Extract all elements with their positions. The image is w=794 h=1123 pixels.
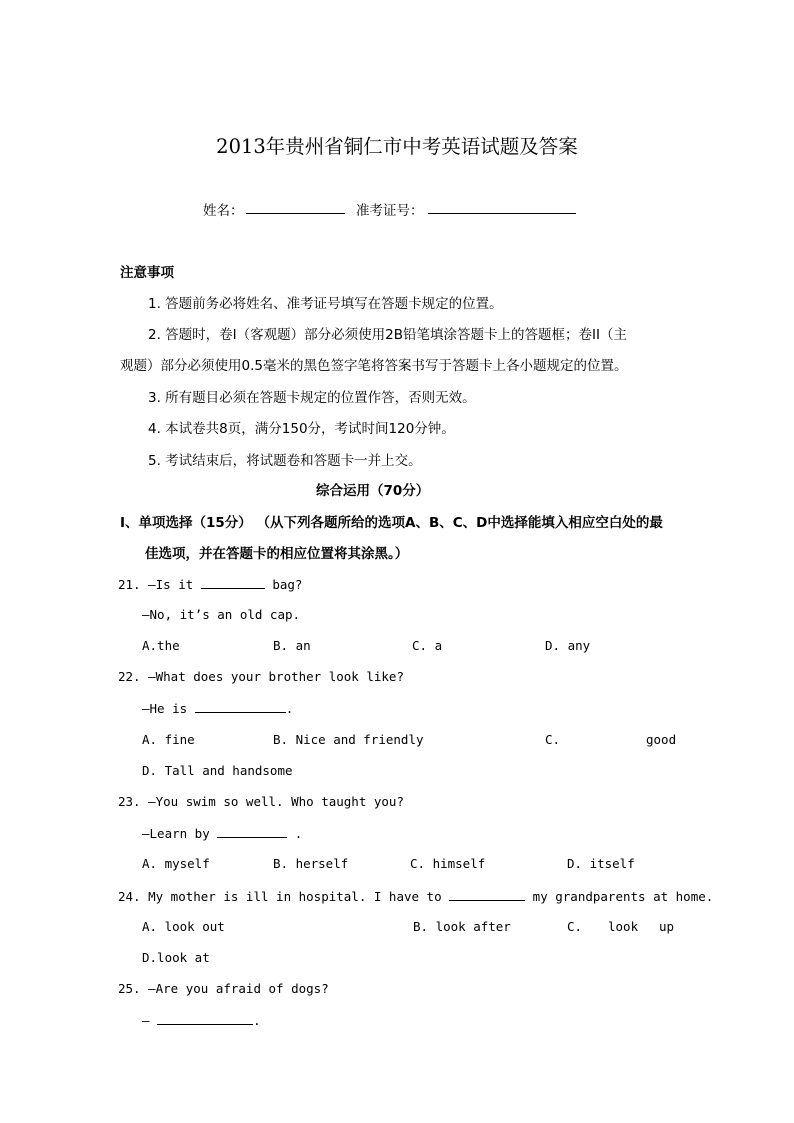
answer-blank xyxy=(195,700,286,713)
option: C. a xyxy=(412,638,443,653)
name-blank xyxy=(246,199,345,214)
option: B. Nice and friendly xyxy=(273,732,424,747)
question-stem: bag? xyxy=(272,577,303,592)
note-item: 4. 本试卷共8页，满分150分，考试时间120分钟。 xyxy=(148,421,455,437)
question-stem: . xyxy=(253,1013,261,1028)
question-reply xyxy=(142,700,293,716)
question-text: 22. —What does your brother look like? xyxy=(118,669,404,684)
option: C. xyxy=(567,919,583,934)
question-text: 23. —You swim so well. Who taught you? xyxy=(118,794,404,809)
question-stem: 21. —Is it xyxy=(118,577,194,592)
question-reply: —No, it’s an old cap. xyxy=(142,607,301,622)
id-label: 准考证号： xyxy=(356,203,424,219)
option: C. xyxy=(545,732,561,747)
question-stem: 24. My mother is ill in hospital. I have to xyxy=(118,889,442,904)
answer-blank xyxy=(201,576,265,589)
name-label: 姓名： xyxy=(203,203,244,219)
question-reply xyxy=(142,1012,261,1028)
option: B. herself xyxy=(273,856,349,871)
option: B. an xyxy=(273,638,311,653)
option: A. fine xyxy=(142,732,195,747)
question-stem: — xyxy=(142,1013,150,1028)
question-stem: —He is xyxy=(142,701,188,716)
question-stem: my grandparents at home. xyxy=(532,889,714,904)
note-item: 1. 答题前务必将姓名、准考证号填写在答题卡规定的位置。 xyxy=(148,296,503,312)
option: B. look after xyxy=(413,919,511,934)
id-blank xyxy=(428,199,576,214)
note-item: 5. 考试结束后，将试题卷和答题卡一并上交。 xyxy=(148,453,422,469)
question-text xyxy=(118,576,302,592)
part-heading: Ⅰ、单项选择（15分） （从下列各题所给的选项A、B、C、D中选择能填入相应空白处的最 xyxy=(120,515,663,531)
option: C. himself xyxy=(410,856,486,871)
answer-blank xyxy=(449,888,525,901)
notes-heading: 注意事项 xyxy=(120,265,174,281)
option: D.look at xyxy=(142,950,210,965)
question-stem: —Learn by xyxy=(142,826,210,841)
question-text xyxy=(118,888,713,904)
question-reply xyxy=(142,825,302,841)
answer-blank xyxy=(217,825,287,838)
question-stem: . xyxy=(294,826,303,841)
question-text: 25. —Are you afraid of dogs? xyxy=(118,981,329,996)
note-item: 3. 所有题目必须在答题卡规定的位置作答，否则无效。 xyxy=(148,390,476,406)
option: A. look out xyxy=(142,919,225,934)
note-item: 观题）部分必须使用0.5毫米的黑色签字笔将答案书写于答题卡上各小题规定的位置。 xyxy=(120,358,628,374)
option: A.the xyxy=(142,638,180,653)
option: A. myself xyxy=(142,856,210,871)
note-item: 2. 答题时，卷Ⅰ（客观题）部分必须使用2B铅笔填涂答题卡上的答题框；卷II（主 xyxy=(148,327,627,343)
answer-blank xyxy=(157,1012,253,1025)
part-heading: 佳选项，并在答题卡的相应位置将其涂黑。） xyxy=(145,546,409,562)
question-stem: . xyxy=(285,701,294,716)
option: look xyxy=(608,919,639,934)
option: good xyxy=(646,732,677,747)
option: up xyxy=(659,919,675,934)
option: D. itself xyxy=(567,856,635,871)
section-title: 综合运用（70分） xyxy=(316,483,430,499)
option: D. Tall and handsome xyxy=(142,763,293,778)
page-title: 2013年贵州省铜仁市中考英语试题及答案 xyxy=(216,135,578,158)
option: D. any xyxy=(545,638,591,653)
